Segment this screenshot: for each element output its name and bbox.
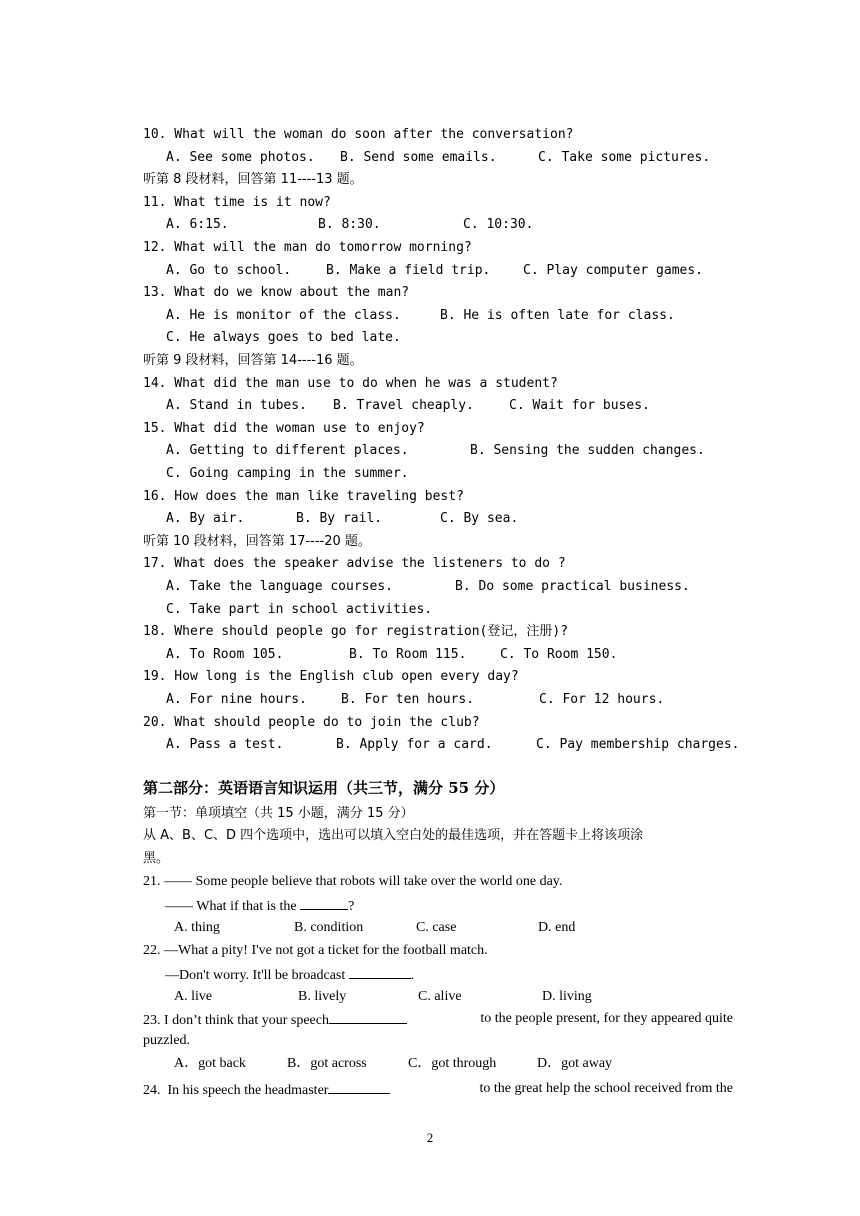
answer-blank — [349, 966, 411, 979]
q23-prompt-text: 23. I don’t think that your speech — [143, 1013, 329, 1028]
q23-prompt-start — [143, 1011, 407, 1029]
q22-option-c: C. alive — [418, 989, 462, 1004]
q23-option-a: A．got back — [174, 1056, 246, 1071]
q21-reply — [165, 897, 354, 915]
instruction-line-2: 黑。 — [143, 851, 170, 866]
q24-prompt-start — [143, 1081, 390, 1099]
listening-option: C. Pay membership charges. — [536, 737, 740, 753]
listening-question: 18. Where should people go for registration(登记，注册)? — [143, 624, 569, 640]
listening-question: 19. How long is the English club open every day? — [143, 669, 519, 685]
listening-option: A. 6:15. — [166, 217, 229, 233]
q21-reply-text: —— What if that is the — [165, 899, 301, 914]
listening-instruction: 听第 9 段材料，回答第 14----16 题。 — [143, 353, 363, 368]
answer-blank — [329, 1011, 407, 1024]
listening-option: B. Make a field trip. — [326, 262, 491, 278]
q23-option-c: C．got through — [408, 1056, 497, 1071]
listening-option: B. By rail. — [296, 511, 383, 527]
listening-option: A. Pass a test. — [166, 737, 284, 753]
listening-option: C. To Room 150. — [500, 646, 618, 662]
q24-prompt — [143, 1081, 733, 1099]
q22-reply-text: —Don't worry. It'll be broadcast — [165, 968, 349, 983]
answer-blank — [300, 897, 348, 910]
q21-option-a: A. thing — [174, 920, 220, 935]
q24-prompt-end: to the great help the school received from the — [476, 1081, 733, 1096]
listening-option: B. For ten hours. — [341, 692, 475, 707]
listening-option: B. Do some practical business. — [455, 579, 690, 594]
q22-option-b: B. lively — [298, 989, 347, 1004]
listening-option: C. Play computer games. — [523, 262, 704, 278]
page-number: 2 — [426, 1130, 434, 1145]
listening-question: 10. What will the woman do soon after the conversation? — [143, 127, 574, 142]
listening-option: C. Take part in school activities. — [166, 601, 433, 617]
q21-reply-end: ? — [348, 899, 355, 914]
q22-reply — [165, 966, 414, 984]
q23-option-d: D．got away — [537, 1056, 613, 1071]
listening-question: 20. What should people do to join the club? — [143, 714, 480, 730]
listening-option: C. Take some pictures. — [538, 149, 711, 165]
instruction-line-1: 从 A、B、C、D 四个选项中，选出可以填入空白处的最佳选项，并在答题卡上将该项涂 — [143, 828, 644, 843]
listening-option: C. For 12 hours. — [539, 692, 665, 707]
listening-instruction: 听第 8 段材料，回答第 11----13 题。 — [143, 172, 363, 188]
q23-option-b: B．got across — [287, 1056, 367, 1071]
q21-option-d: D. end — [538, 920, 576, 935]
listening-question: 17. What does the speaker advise the listeners to do ? — [143, 556, 566, 572]
q22-reply-end: . — [410, 968, 415, 983]
listening-option: A. To Room 105. — [166, 646, 284, 662]
listening-instruction: 听第 10 段材料，回答第 17----20 题。 — [143, 533, 371, 549]
listening-option: B. Sensing the sudden changes. — [470, 443, 705, 459]
listening-option: A. See some photos. — [166, 149, 315, 165]
part2-heading: 第二部分：英语语言知识运用（共三节，满分 55 分） — [143, 779, 505, 797]
q23-prompt-end: to the people present, for they appeared quite — [480, 1011, 733, 1026]
listening-option: A. Stand in tubes. — [166, 398, 307, 414]
q24-prompt-text: 24. In his speech the headmaster — [143, 1083, 329, 1098]
answer-blank — [328, 1081, 390, 1094]
listening-question: 16. How does the man like traveling best? — [143, 488, 464, 504]
listening-option: A. He is monitor of the class. — [166, 307, 401, 323]
listening-option: A. Getting to different places. — [166, 443, 409, 459]
q22-prompt: 22. —What a pity! I've not got a ticket for the football match. — [143, 943, 488, 958]
listening-option: C. He always goes to bed late. — [166, 330, 401, 346]
q23-prompt — [143, 1011, 733, 1029]
listening-option: B. He is often late for class. — [440, 307, 675, 323]
listening-option: B. Apply for a card. — [336, 737, 493, 753]
q21-prompt: 21. —— Some people believe that robots will take over the world one day. — [143, 874, 563, 889]
listening-option: C. 10:30. — [463, 217, 534, 233]
listening-option: A. By air. — [166, 511, 245, 527]
listening-option: A. Take the language courses. — [166, 579, 393, 594]
listening-option: B. To Room 115. — [349, 646, 467, 662]
listening-question: 15. What did the woman use to enjoy? — [143, 420, 425, 436]
q23-prompt-line2: puzzled. — [143, 1033, 191, 1048]
listening-question: 14. What did the man use to do when he was a student? — [143, 375, 558, 391]
listening-option: A. For nine hours. — [166, 692, 307, 707]
listening-question: 12. What will the man do tomorrow morning? — [143, 240, 472, 255]
listening-option: B. Travel cheaply. — [333, 398, 474, 414]
listening-option: B. 8:30. — [318, 217, 381, 233]
q21-option-c: C. case — [416, 920, 457, 935]
listening-question: 11. What time is it now? — [143, 194, 331, 210]
listening-option: B. Send some emails. — [340, 149, 497, 165]
listening-option: C. Going camping in the summer. — [166, 466, 409, 481]
section1-title: 第一节：单项填空（共 15 小题，满分 15 分） — [143, 806, 414, 821]
q22-option-a: A. live — [174, 989, 213, 1004]
listening-question: 13. What do we know about the man? — [143, 285, 410, 301]
listening-option: A. Go to school. — [166, 262, 292, 278]
listening-option: C. Wait for buses. — [509, 398, 650, 414]
q21-option-b: B. condition — [294, 920, 364, 935]
q22-option-d: D. living — [542, 989, 592, 1004]
listening-option: C. By sea. — [440, 511, 519, 527]
